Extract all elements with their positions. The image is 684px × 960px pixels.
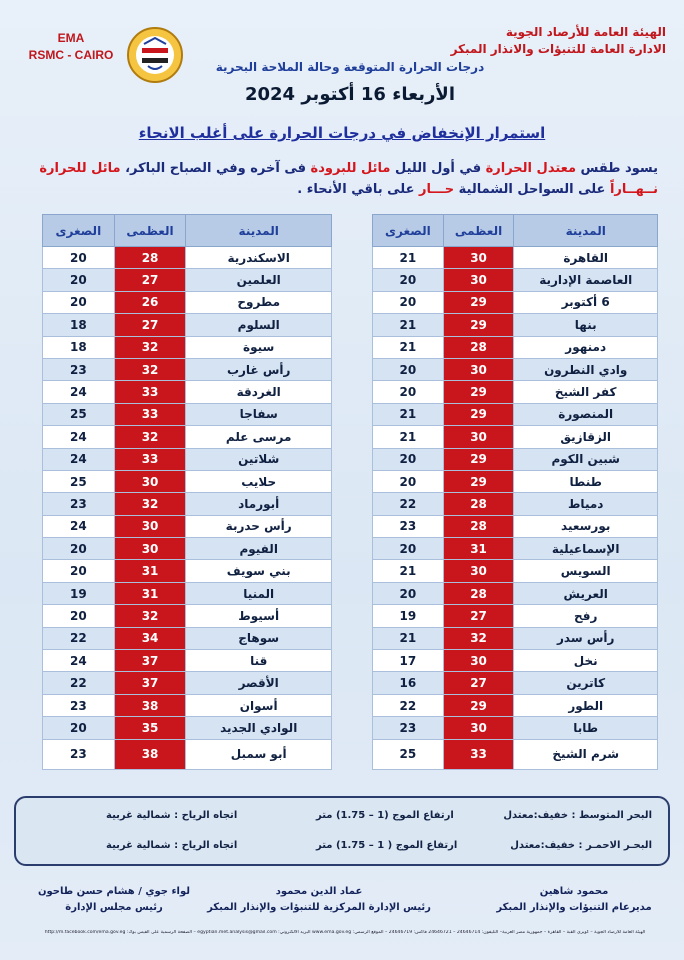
bulletin-date: الأربعاء 16 أكتوبر 2024 (244, 84, 456, 105)
headline: استمرار الإنخفاض في درجات الحرارة على أغلب الانحاء (138, 124, 546, 142)
city-cell: المنصورة (514, 403, 658, 425)
max-temp-cell: 33 (443, 739, 514, 769)
table-row (43, 381, 332, 403)
signatures (20, 884, 664, 924)
sea-row-mediterranean (16, 810, 668, 830)
city-cell: كاترين (514, 672, 658, 694)
min-temp-cell: 21 (373, 247, 444, 269)
table-row (373, 538, 658, 560)
sea-name: البحـر الاحمـر : خفيف:معتدل (510, 840, 652, 851)
max-temp-cell: 30 (443, 247, 514, 269)
table-row (43, 470, 332, 492)
min-temp-cell: 17 (373, 650, 444, 672)
city-cell: الإسماعيلية (514, 538, 658, 560)
city-cell: رفح (514, 605, 658, 627)
max-temp-cell: 34 (114, 627, 186, 649)
org-abbrev-block (16, 30, 126, 64)
max-temp-cell: 28 (443, 582, 514, 604)
max-temp-cell: 27 (443, 605, 514, 627)
min-temp-cell: 20 (373, 538, 444, 560)
forecast-part: في أول الليل (390, 161, 486, 176)
max-temp-cell: 33 (114, 381, 186, 403)
min-temp-cell: 24 (43, 426, 115, 448)
table-row (373, 448, 658, 470)
max-temp-cell: 32 (114, 336, 186, 358)
col-header-max: العظمى (114, 215, 186, 247)
min-temp-cell: 20 (373, 582, 444, 604)
min-temp-cell: 21 (373, 336, 444, 358)
table-row (43, 582, 332, 604)
max-temp-cell: 30 (443, 426, 514, 448)
table-row (373, 291, 658, 313)
city-cell: المنيا (186, 582, 332, 604)
max-temp-cell: 30 (114, 515, 186, 537)
forecast-part: على باقي الأنحاء . (297, 182, 420, 197)
max-temp-cell: 33 (114, 403, 186, 425)
city-cell: السويس (514, 560, 658, 582)
table-row (43, 314, 332, 336)
max-temp-cell: 29 (443, 448, 514, 470)
table-row (373, 627, 658, 649)
table-row (373, 314, 658, 336)
forecast-highlight: معتدل الحرارة (485, 161, 577, 176)
table-row (43, 717, 332, 739)
min-temp-cell: 25 (43, 403, 115, 425)
max-temp-cell: 30 (443, 650, 514, 672)
min-temp-cell: 20 (43, 605, 115, 627)
max-temp-cell: 38 (114, 739, 186, 769)
max-temp-cell: 30 (443, 717, 514, 739)
table-row (43, 650, 332, 672)
table-row (43, 336, 332, 358)
max-temp-cell: 28 (443, 336, 514, 358)
table-row (43, 448, 332, 470)
min-temp-cell: 24 (43, 515, 115, 537)
max-temp-cell: 28 (443, 515, 514, 537)
temperature-table-right (372, 214, 658, 770)
min-temp-cell: 21 (373, 627, 444, 649)
city-cell: الوادي الجديد (186, 717, 332, 739)
city-cell: رأس سدر (514, 627, 658, 649)
forecast-part: يسود طقس (576, 161, 658, 176)
table-row (43, 358, 332, 380)
min-temp-cell: 20 (43, 247, 115, 269)
min-temp-cell: 23 (43, 694, 115, 716)
signature-block (494, 884, 654, 916)
city-cell: الأقصر (186, 672, 332, 694)
city-cell: الغردقة (186, 381, 332, 403)
city-cell: العاصمة الإدارية (514, 269, 658, 291)
min-temp-cell: 20 (43, 291, 115, 313)
col-header-min: الصغرى (43, 215, 115, 247)
city-cell: أبورماد (186, 493, 332, 515)
footer-contact: الهيئة العامة للأرصاد الجوية – كوبري القبة – القاهرة – جمهورية مصر العربية– التليفون: 24646714 – 24646721 فاكس: 24646719 – الموقع الرسمي: www.ema.gov.eg البريد الالكتروني: egyptian.met.analysis@gmail.com – الصفحة الرسمية على الفيس بوك: http://m.facebook.com/ema.gov.eg (44, 930, 646, 935)
city-cell: طابا (514, 717, 658, 739)
city-cell: وادي النطرون (514, 358, 658, 380)
max-temp-cell: 29 (443, 694, 514, 716)
min-temp-cell: 20 (43, 269, 115, 291)
min-temp-cell: 23 (373, 717, 444, 739)
city-cell: شلاتين (186, 448, 332, 470)
min-temp-cell: 20 (373, 358, 444, 380)
min-temp-cell: 20 (43, 560, 115, 582)
table-row (373, 269, 658, 291)
sea-state-box (14, 796, 670, 866)
col-header-min: الصغرى (373, 215, 444, 247)
sea-row-red-sea (16, 840, 668, 860)
table-row (43, 739, 332, 769)
city-cell: رأس حدربة (186, 515, 332, 537)
table-row (373, 381, 658, 403)
table-row (373, 358, 658, 380)
min-temp-cell: 20 (373, 470, 444, 492)
max-temp-cell: 31 (114, 560, 186, 582)
city-cell: شرم الشيخ (514, 739, 658, 769)
max-temp-cell: 29 (443, 470, 514, 492)
signer-title: رئيس الإدارة المركزية للتنبؤات والإنذار المبكر (207, 902, 431, 913)
min-temp-cell: 20 (373, 381, 444, 403)
city-cell: حلايب (186, 470, 332, 492)
max-temp-cell: 27 (114, 314, 186, 336)
city-cell: العلمين (186, 269, 332, 291)
table-row (43, 247, 332, 269)
table-row (43, 672, 332, 694)
city-cell: الزقازيق (514, 426, 658, 448)
min-temp-cell: 20 (43, 538, 115, 560)
city-cell: الفيوم (186, 538, 332, 560)
city-cell: طنطا (514, 470, 658, 492)
table-row (43, 627, 332, 649)
forecast-part: فى آخره وفي الصباح الباكر، (120, 161, 311, 176)
min-temp-cell: 20 (373, 269, 444, 291)
signer-name: لواء جوي / هشام حسن طاحون (37, 886, 191, 897)
table-row (373, 426, 658, 448)
max-temp-cell: 29 (443, 381, 514, 403)
max-temp-cell: 32 (114, 426, 186, 448)
max-temp-cell: 29 (443, 291, 514, 313)
table-row (43, 560, 332, 582)
min-temp-cell: 22 (43, 627, 115, 649)
max-temp-cell: 31 (443, 538, 514, 560)
max-temp-cell: 30 (114, 470, 186, 492)
city-cell: السلوم (186, 314, 332, 336)
city-cell: الاسكندرية (186, 247, 332, 269)
max-temp-cell: 27 (114, 269, 186, 291)
min-temp-cell: 23 (43, 358, 115, 380)
table-row (43, 694, 332, 716)
min-temp-cell: 24 (43, 381, 115, 403)
max-temp-cell: 32 (443, 627, 514, 649)
city-cell: كفر الشيخ (514, 381, 658, 403)
min-temp-cell: 19 (373, 605, 444, 627)
max-temp-cell: 35 (114, 717, 186, 739)
table-row (373, 493, 658, 515)
max-temp-cell: 30 (443, 560, 514, 582)
city-cell: مرسى علم (186, 426, 332, 448)
org-center: RSMC - CAIRO (28, 48, 114, 62)
max-temp-cell: 28 (114, 247, 186, 269)
signer-title: رئيس مجلس الإدارة (65, 902, 163, 913)
city-cell: أسيوط (186, 605, 332, 627)
table-row (43, 426, 332, 448)
table-row (373, 694, 658, 716)
org-line-1: الهيئة العامة للأرصاد الجوية (505, 25, 666, 39)
table-row (373, 672, 658, 694)
wind-direction: اتجاه الرياح : شمالية غربية (106, 810, 238, 821)
min-temp-cell: 23 (373, 515, 444, 537)
table-row (373, 403, 658, 425)
ema-logo-icon (126, 26, 184, 84)
city-cell: بني سويف (186, 560, 332, 582)
city-cell: مطروح (186, 291, 332, 313)
table-row (373, 739, 658, 769)
table-row (43, 403, 332, 425)
city-cell: دمنهور (514, 336, 658, 358)
min-temp-cell: 22 (43, 672, 115, 694)
city-cell: القاهرة (514, 247, 658, 269)
min-temp-cell: 25 (43, 470, 115, 492)
city-cell: بنها (514, 314, 658, 336)
table-row (373, 515, 658, 537)
city-cell: بورسعيد (514, 515, 658, 537)
col-header-city: المدينة (186, 215, 332, 247)
sea-name: البحر المتوسط : خفيف:معتدل (503, 810, 652, 821)
max-temp-cell: 33 (114, 448, 186, 470)
min-temp-cell: 24 (43, 650, 115, 672)
min-temp-cell: 21 (373, 560, 444, 582)
table-row (43, 605, 332, 627)
table-row (43, 538, 332, 560)
col-header-max: العظمى (443, 215, 514, 247)
signer-title: مديرعام التنبؤات والإنذار المبكر (496, 902, 652, 913)
city-cell: رأس غارب (186, 358, 332, 380)
min-temp-cell: 21 (373, 426, 444, 448)
table-row (373, 336, 658, 358)
city-cell: الطور (514, 694, 658, 716)
max-temp-cell: 29 (443, 403, 514, 425)
forecast-part: على السواحل الشمالية (454, 182, 610, 197)
city-cell: سوهاج (186, 627, 332, 649)
city-cell: سيوة (186, 336, 332, 358)
city-cell: دمياط (514, 493, 658, 515)
table-row (373, 582, 658, 604)
org-line-2: الادارة العامة للتنبؤات والانذار المبكر (450, 42, 666, 56)
signature-block (204, 884, 434, 916)
max-temp-cell: 29 (443, 314, 514, 336)
max-temp-cell: 37 (114, 650, 186, 672)
wave-height: ارتفاع الموج (1 – 1.75) متر (316, 810, 454, 821)
forecast-highlight: مائل للحرارة نــهــاراً (39, 161, 658, 197)
min-temp-cell: 22 (373, 493, 444, 515)
min-temp-cell: 23 (43, 739, 115, 769)
max-temp-cell: 30 (114, 538, 186, 560)
table-row (373, 560, 658, 582)
max-temp-cell: 32 (114, 493, 186, 515)
max-temp-cell: 31 (114, 582, 186, 604)
max-temp-cell: 37 (114, 672, 186, 694)
col-header-city: المدينة (514, 215, 658, 247)
city-cell: قنا (186, 650, 332, 672)
max-temp-cell: 28 (443, 493, 514, 515)
signer-name: عماد الدين محمود (275, 886, 363, 897)
min-temp-cell: 23 (43, 493, 115, 515)
bulletin-subtitle: درجات الحرارة المتوقعة وحالة الملاحة البحرية (215, 60, 485, 74)
wind-direction: اتجاه الرياح : شمالية غربية (106, 840, 238, 851)
table-row (373, 650, 658, 672)
min-temp-cell: 20 (43, 717, 115, 739)
city-cell: 6 أكتوبر (514, 291, 658, 313)
min-temp-cell: 21 (373, 403, 444, 425)
max-temp-cell: 32 (114, 358, 186, 380)
table-row (43, 291, 332, 313)
org-name-arabic (396, 24, 666, 58)
org-short: EMA (57, 31, 85, 45)
min-temp-cell: 21 (373, 314, 444, 336)
max-temp-cell: 38 (114, 694, 186, 716)
city-cell: شبين الكوم (514, 448, 658, 470)
city-cell: أبو سمبل (186, 739, 332, 769)
table-row (43, 515, 332, 537)
min-temp-cell: 24 (43, 448, 115, 470)
table-row (373, 717, 658, 739)
forecast-text (28, 158, 658, 200)
table-row (373, 470, 658, 492)
city-cell: العريش (514, 582, 658, 604)
table-row (43, 493, 332, 515)
wave-height: ارتفاع الموج ( 1 – 1.75) متر (316, 840, 458, 851)
table-row (43, 269, 332, 291)
forecast-highlight: حـــار (419, 182, 455, 197)
min-temp-cell: 19 (43, 582, 115, 604)
max-temp-cell: 30 (443, 269, 514, 291)
max-temp-cell: 27 (443, 672, 514, 694)
min-temp-cell: 20 (373, 448, 444, 470)
table-row (373, 605, 658, 627)
min-temp-cell: 16 (373, 672, 444, 694)
min-temp-cell: 25 (373, 739, 444, 769)
max-temp-cell: 30 (443, 358, 514, 380)
max-temp-cell: 32 (114, 605, 186, 627)
signature-block (24, 884, 204, 916)
city-cell: نخل (514, 650, 658, 672)
min-temp-cell: 18 (43, 314, 115, 336)
min-temp-cell: 20 (373, 291, 444, 313)
city-cell: أسوان (186, 694, 332, 716)
max-temp-cell: 26 (114, 291, 186, 313)
temperature-table-left (42, 214, 332, 770)
forecast-highlight: مائل للبرودة (310, 161, 391, 176)
min-temp-cell: 18 (43, 336, 115, 358)
table-row (373, 247, 658, 269)
city-cell: سفاجا (186, 403, 332, 425)
signer-name: محمود شاهين (539, 886, 609, 897)
min-temp-cell: 22 (373, 694, 444, 716)
